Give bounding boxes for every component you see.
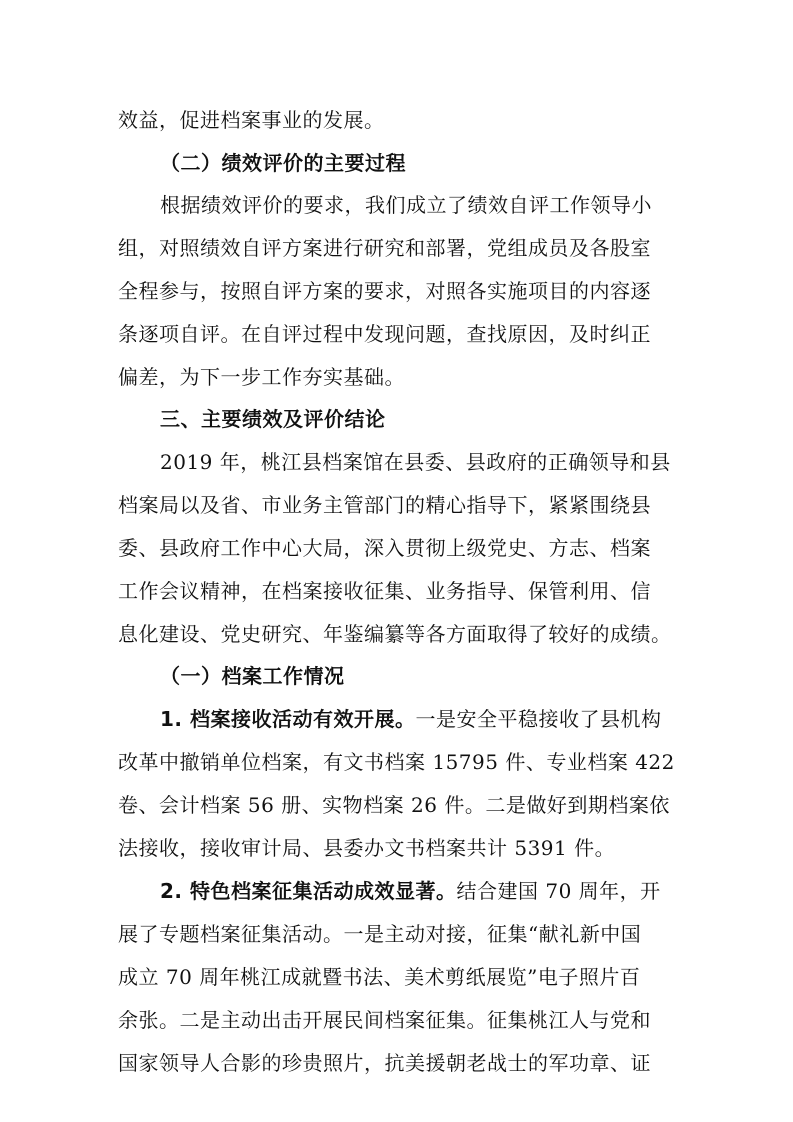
body-line: 全程参与，按照自评方案的要求，对照各实施项目的内容逐: [118, 279, 651, 303]
body-line: 法接收，接收审计局、县委办文书档案共计 5391 件。: [118, 836, 616, 860]
subsection-heading: （一）档案工作情况: [160, 664, 345, 688]
body-line: 余张。二是主动出击开展民间档案征集。征集桃江人与党和: [118, 1008, 651, 1032]
paragraph-text: 一是安全平稳接收了县机构: [415, 707, 662, 731]
body-line: 改革中撤销单位档案，有文书档案 15795 件、专业档案 422: [118, 750, 675, 774]
body-line: 工作会议精神，在档案接收征集、业务指导、保管利用、信: [118, 579, 651, 603]
body-line: 展了专题档案征集活动。一是主动对接，征集“献礼新中国: [118, 922, 642, 946]
body-line: 成立 70 周年桃江成就暨书法、美术剪纸展览”电子照片百: [118, 965, 641, 989]
body-line: 卷、会计档案 56 册、实物档案 26 件。二是做好到期档案依: [118, 793, 670, 817]
paragraph-heading: 1. 档案接收活动有效开展。: [160, 707, 416, 731]
section-heading: 三、主要绩效及评价结论: [160, 407, 386, 431]
body-line: 国家领导人合影的珍贵照片，抗美援朝老战士的军功章、证: [118, 1051, 651, 1075]
paragraph-lead-line: [160, 878, 661, 904]
body-line: 根据绩效评价的要求，我们成立了绩效自评工作领导小: [160, 193, 652, 217]
body-line: 组，对照绩效自评方案进行研究和部署，党组成员及各股室: [118, 236, 651, 260]
paragraph-text: 结合建国 70 周年，开: [456, 879, 661, 903]
body-line: 委、县政府工作中心大局，深入贯彻上级党史、方志、档案: [118, 536, 651, 560]
body-line: 息化建设、党史研究、年鉴编纂等各方面取得了较好的成绩。: [118, 622, 672, 646]
paragraph-heading: 2. 特色档案征集活动成效显著。: [160, 879, 457, 903]
body-line: 偏差，为下一步工作夯实基础。: [118, 365, 405, 389]
body-line: 档案局以及省、市业务主管部门的精心指导下，紧紧围绕县: [118, 493, 651, 517]
section-heading: （二）绩效评价的主要过程: [160, 151, 406, 175]
paragraph-lead-line: [160, 706, 661, 732]
body-line: 2019 年，桃江县档案馆在县委、县政府的正确领导和县: [160, 450, 671, 474]
body-line: 效益，促进档案事业的发展。: [118, 108, 385, 132]
body-line: 条逐项自评。在自评过程中发现问题，查找原因，及时纠正: [118, 322, 651, 346]
